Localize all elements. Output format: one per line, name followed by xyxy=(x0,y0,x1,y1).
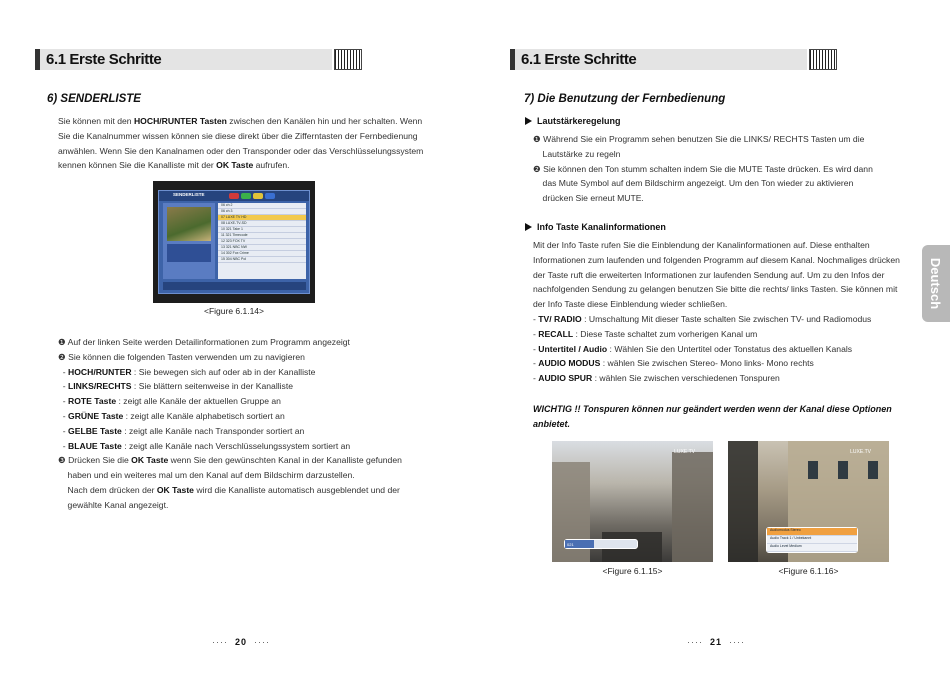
page-dots: ···· xyxy=(254,637,271,647)
instruction-line xyxy=(58,453,448,468)
tv-channel-row: 08 LUXE-TV-SD xyxy=(218,221,306,227)
text-run: - xyxy=(533,358,539,369)
key-line xyxy=(533,312,905,327)
instruction-line xyxy=(58,468,448,483)
tv-menu-header xyxy=(159,191,309,201)
instruction-line xyxy=(58,335,448,350)
green-key-icon xyxy=(241,193,251,199)
text-run: : Umschaltung Mit dieser Taste schalten Sie zwischen TV- und Radiomodus xyxy=(581,314,872,324)
tv-menu-title: SENDERLISTE xyxy=(173,192,205,197)
figure-caption-2: <Figure 6.1.16> xyxy=(778,566,839,576)
text-run: - xyxy=(533,343,539,354)
text-run: - xyxy=(533,328,539,339)
key-term: AUDIO SPUR xyxy=(538,373,593,384)
window xyxy=(868,461,878,479)
instruction-line xyxy=(58,394,448,409)
text-run: - xyxy=(58,366,69,377)
text-run: : zeigt alle Kanäle der aktuellen Gruppe an xyxy=(116,396,281,407)
right-page xyxy=(475,0,950,674)
tv-channel-list xyxy=(218,203,306,279)
instruction-line xyxy=(58,424,448,439)
key-term: RECALL xyxy=(538,328,574,339)
window xyxy=(808,461,818,479)
text-run: Sie können mit den xyxy=(58,116,134,126)
volume-line: ❶ Während Sie ein Programm sehen benutzen Sie die LINKS/ RECHTS Tasten um die xyxy=(533,134,865,144)
text-run: Nach dem drücken der xyxy=(58,484,157,495)
channel-list-screenshot xyxy=(153,181,315,303)
text-run: : Wählen Sie den Untertitel oder Tonstatus des aktuellen Kanals xyxy=(607,343,853,354)
instruction-line xyxy=(58,409,448,424)
text-run: wird die Kanalliste automatisch ausgeblendet und der xyxy=(193,484,400,495)
text-run: - xyxy=(58,440,69,451)
volume-instructions xyxy=(533,132,903,206)
tv-channel-row: 07 LUXE TV HD xyxy=(218,215,306,221)
triangle-bullet-icon xyxy=(525,223,532,231)
tv-detail-info xyxy=(167,244,211,262)
text-run: zwischen den Kanälen hin und her schalten. Wenn Sie die Kanalnummer wissen können sie diese direkt über die Zifferntasten der Fernbedienung anwählen. Wenn Sie den Kanalnamen oder den Transponder oder das Verschlüsselungssystem kennen können Sie die Kanalliste mit der xyxy=(58,116,424,171)
senderliste-intro xyxy=(58,114,426,173)
key-term: HOCH/RUNTER xyxy=(68,366,132,377)
volume-line: drücken Sie erneut MUTE. xyxy=(533,193,644,204)
tv-channel-row: 15 304 NBC Pol xyxy=(218,257,306,263)
barcode-decoration xyxy=(809,49,837,70)
window xyxy=(838,461,848,479)
volume-line: Lautstärke zu regeln xyxy=(533,148,621,159)
instruction-line xyxy=(58,439,448,454)
audio-osd-menu xyxy=(766,527,858,553)
text-run: : wählen Sie zwischen Stereo- Mono links- Mono rechts xyxy=(600,358,814,369)
key-line xyxy=(533,327,905,342)
triangle-bullet-icon xyxy=(525,117,532,125)
audio-menu-screenshot xyxy=(728,441,889,562)
volume-screenshot xyxy=(552,441,713,562)
key-term: HOCH/RUNTER Tasten xyxy=(133,116,227,126)
osd-menu-row: Audio Level Medium xyxy=(767,544,857,552)
blue-key-icon xyxy=(265,193,275,199)
section-title: 6.1 Erste Schritte xyxy=(521,51,637,68)
barcode-decoration xyxy=(334,49,362,70)
volume-heading-text: Lautstärkeregelung xyxy=(537,116,621,126)
text-run: : zeigt alle Kanäle nach Transponder sortiert an xyxy=(121,425,305,436)
page-number xyxy=(212,637,270,647)
key-term: TV/ RADIO xyxy=(538,314,582,324)
channel-logo: LUXE.TV xyxy=(850,449,871,455)
section-title-bar xyxy=(510,49,807,70)
text-run: : Sie bewegen sich auf oder ab in der Kanalliste xyxy=(131,366,316,377)
section-title: 6.1 Erste Schritte xyxy=(46,51,162,68)
yellow-key-icon xyxy=(253,193,263,199)
key-term: BLAUE Taste xyxy=(68,440,122,451)
key-term: OK Taste xyxy=(216,160,254,171)
warning-note: WICHTIG !! Tonspuren können nur geändert werden wenn der Kanal diese Optionen anbietet. xyxy=(533,404,892,429)
senderliste-instructions xyxy=(58,335,448,513)
tv-channel-row: 14 302 Fox Crime xyxy=(218,251,306,257)
tv-preview-image xyxy=(167,207,211,241)
text-run: - xyxy=(58,425,69,436)
tv-menu-footer xyxy=(163,282,306,290)
key-line xyxy=(533,356,905,371)
volume-heading xyxy=(525,116,621,126)
tv-channel-row: 11 321 Timecode xyxy=(218,233,306,239)
text-run: - xyxy=(58,381,69,392)
page-dots: ···· xyxy=(212,637,228,647)
tv-detail-panel xyxy=(163,203,215,279)
red-key-icon xyxy=(229,193,239,199)
key-term: OK Taste xyxy=(131,455,169,466)
key-term: GRÜNE Taste xyxy=(68,410,124,421)
tv-menu xyxy=(158,190,310,294)
senderliste-heading: 6) SENDERLISTE xyxy=(47,93,141,105)
page-number-value: 21 xyxy=(710,637,723,647)
text-run: haben und ein weiteres mal um den Kanal auf dem Bildschirm darzustellen. xyxy=(58,470,355,481)
page-number xyxy=(687,637,745,647)
page-number-value: 20 xyxy=(235,637,248,647)
text-run: gewählte Kanal angezeigt. xyxy=(58,499,169,510)
tv-channel-row: 13 321 NBC NW xyxy=(218,245,306,251)
section-title-bar xyxy=(35,49,332,70)
key-list xyxy=(533,312,905,386)
osd-menu-row: Audio Track 1 / Unbekannt xyxy=(767,536,857,544)
key-line xyxy=(533,342,905,357)
text-run: ❶ Auf der linken Seite werden Detailinformationen zum Programm angezeigt xyxy=(58,337,350,347)
key-term: Untertitel / Audio xyxy=(538,343,608,354)
tv-channel-row: 06 ch 2 xyxy=(218,203,306,209)
key-term: AUDIO MODUS xyxy=(538,358,601,369)
volume-osd xyxy=(564,539,638,549)
page-dots: ···· xyxy=(729,637,746,647)
building-right xyxy=(672,452,713,562)
text-run: - xyxy=(533,373,539,384)
text-run: : zeigt alle Kanäle nach Verschlüsselungssystem sortiert an xyxy=(121,440,351,451)
section-bar-edge xyxy=(35,49,40,70)
volume-line: das Mute Symbol auf dem Bildschirm angezeigt. Um den Ton wieder zu aktivieren xyxy=(533,178,854,189)
text-run: ❸ Drücken Sie die xyxy=(58,455,132,466)
text-run: wenn Sie den gewünschten Kanal in der Kanalliste gefunden xyxy=(168,455,402,466)
tv-channel-row: 10 321 Take 1 xyxy=(218,227,306,233)
tv-channel-row: 06 ch 3 xyxy=(218,209,306,215)
osd-menu-row: Audiomodus Stereo xyxy=(767,528,857,536)
info-heading-text: Info Taste Kanalinformationen xyxy=(537,222,666,232)
instruction-line xyxy=(58,498,448,513)
info-text: Mit der Info Taste rufen Sie die Einblendung der Kanalinformationen auf. Diese enthalten Informationen zum laufenden und folgenden Programm auf diesem Kanal. Nochmaliges drücken der Taste ruft die erweiterten Informationen zur laufenden Sendung auf. Um zu den Infos der nachfolgenden Sendung zu gelangen benutzen Sie bitte die rechts/ links Tasten. Sie können mit der Info Taste diese Einblendung wieder schließen. xyxy=(533,240,900,310)
instruction-line xyxy=(58,350,448,365)
text-run: : wählen Sie zwischen verschiedenen Tonspuren xyxy=(592,373,780,384)
language-tab-label: Deutsch xyxy=(928,257,944,310)
instruction-line xyxy=(58,379,448,394)
text-run: - xyxy=(58,410,69,421)
instruction-line xyxy=(58,365,448,380)
language-tab xyxy=(922,245,950,322)
volume-line: ❷ Sie können den Ton stumm schalten indem Sie die MUTE Taste drücken. Es wird dann xyxy=(533,163,873,174)
info-heading xyxy=(525,222,666,232)
key-term: ROTE Taste xyxy=(68,396,117,407)
figure-caption-1: <Figure 6.1.15> xyxy=(602,566,663,576)
volume-level: 021 xyxy=(567,542,574,547)
figure-caption: <Figure 6.1.14> xyxy=(203,306,264,316)
text-run: : Diese Taste schaltet zum vorherigen Kanal um xyxy=(573,328,758,339)
key-term: GELBE Taste xyxy=(68,425,122,436)
section-bar-edge xyxy=(510,49,515,70)
key-line xyxy=(533,371,905,386)
text-run: : Sie blättern seitenweise in der Kanalliste xyxy=(131,381,294,392)
foreground-pole xyxy=(728,441,758,562)
text-run: : zeigt alle Kanäle alphabetisch sortiert an xyxy=(123,410,285,421)
text-run: ❷ Sie können die folgenden Tasten verwenden um zu navigieren xyxy=(58,351,305,362)
key-term: LINKS/RECHTS xyxy=(68,381,132,392)
text-run: - xyxy=(58,396,69,407)
instruction-line xyxy=(58,483,448,498)
text-run: - xyxy=(533,314,539,324)
tv-channel-row: 12 323 FOX TV xyxy=(218,239,306,245)
key-term: OK Taste xyxy=(156,484,194,495)
text-run: aufrufen. xyxy=(253,160,290,171)
channel-logo: LUXE.TV xyxy=(674,449,695,455)
remote-heading: 7) Die Benutzung der Fernbedienung xyxy=(524,93,726,105)
page-dots: ···· xyxy=(687,637,703,647)
